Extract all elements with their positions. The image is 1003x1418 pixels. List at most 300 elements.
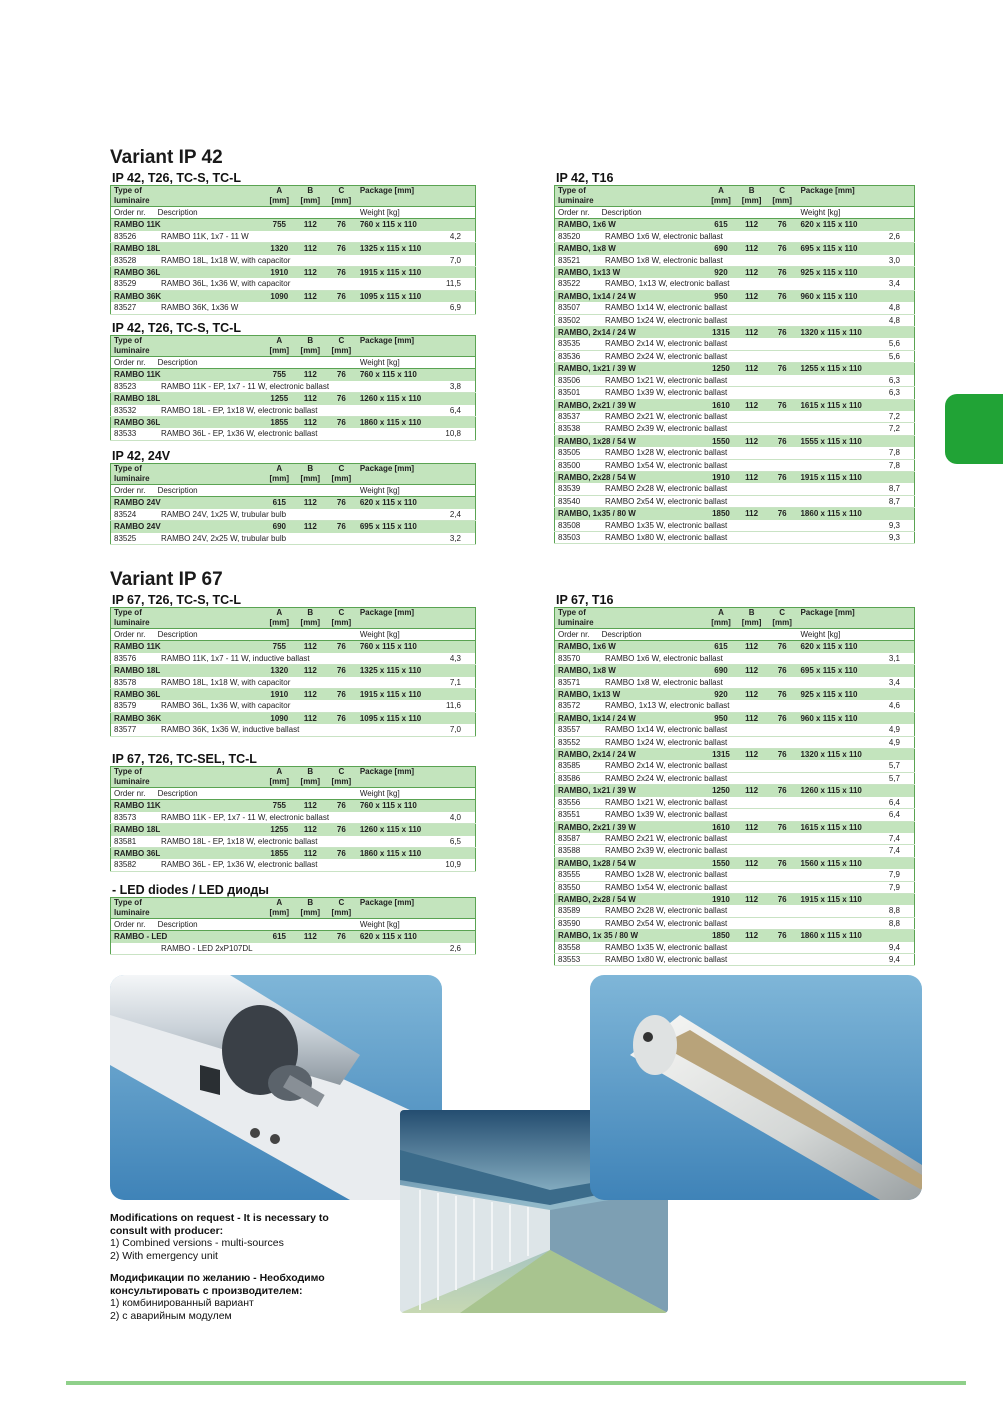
header-unit: [mm] [264, 196, 295, 207]
dim-c: 76 [326, 369, 357, 381]
order-number: 83572 [558, 701, 581, 711]
dim-c: 76 [767, 267, 798, 279]
header-type: luminaire [111, 474, 264, 485]
order-number: 83505 [558, 448, 581, 458]
dim-a: 1550 [706, 435, 737, 447]
item-description: RAMBO 1x80 W, electronic ballast [605, 954, 728, 964]
dim-a: 1320 [264, 665, 295, 677]
item-order-desc [555, 302, 798, 314]
dim-a: 1910 [264, 689, 295, 701]
spec-table-block [110, 593, 476, 737]
header-unit: [mm] [706, 196, 737, 207]
header-empty [357, 777, 476, 788]
header-unit: [mm] [295, 908, 326, 919]
weight-value: 6,4 [797, 809, 914, 821]
header-package: Package [mm] [357, 767, 476, 778]
item-order-desc [111, 302, 357, 314]
header-weight: Weight [kg] [797, 207, 914, 219]
package-size: 1325 x 115 x 110 [357, 665, 476, 677]
item-order-desc [111, 405, 357, 417]
dim-a: 1610 [706, 399, 737, 411]
item-row [111, 428, 476, 440]
item-row [555, 736, 915, 748]
weight-value: 5,7 [797, 772, 914, 784]
item-order-desc [555, 736, 798, 748]
dim-b: 112 [295, 417, 326, 429]
order-number: 83557 [558, 725, 581, 735]
header-package: Package [mm] [357, 898, 476, 909]
dim-b: 112 [736, 689, 767, 701]
item-order-desc [555, 772, 798, 784]
model-row [111, 800, 476, 812]
dim-c: 76 [767, 857, 798, 869]
header-order: Order nr. [114, 486, 146, 495]
spec-table [110, 335, 476, 441]
dim-c: 76 [767, 665, 798, 677]
weight-value: 2,6 [797, 231, 914, 243]
package-size: 1320 x 115 x 110 [797, 749, 914, 761]
spec-table-block [110, 883, 476, 955]
header-unit: [mm] [264, 777, 295, 788]
package-size: 1255 x 115 x 110 [797, 363, 914, 375]
order-number: 83571 [558, 677, 581, 687]
model-row [555, 857, 915, 869]
order-number: 83507 [558, 303, 581, 313]
header-weight: Weight [kg] [357, 629, 476, 641]
item-order-desc [555, 869, 798, 881]
item-order-desc [555, 531, 798, 543]
model-name: RAMBO, 2x21 / 39 W [555, 399, 706, 411]
item-order-desc [111, 724, 357, 736]
item-description: RAMBO 36L - EP, 1x36 W, electronic ballast [161, 429, 318, 439]
notes-en-item: 2) With emergency unit [110, 1249, 218, 1262]
dim-a: 615 [706, 219, 737, 231]
item-description: RAMBO 1x6 W, electronic ballast [605, 231, 723, 241]
model-row [111, 689, 476, 701]
header-empty [357, 908, 476, 919]
package-size: 1260 x 115 x 110 [797, 785, 914, 797]
header-type: Type of [111, 186, 264, 197]
dim-c: 76 [767, 363, 798, 375]
item-order-desc [555, 809, 798, 821]
section-tab [945, 394, 1003, 464]
header-b: B [295, 898, 326, 909]
model-row [555, 290, 915, 302]
model-name: RAMBO 11K [111, 800, 264, 812]
item-row [555, 459, 915, 471]
item-description: RAMBO 2x21 W, electronic ballast [605, 411, 728, 421]
model-name: RAMBO, 2x28 / 54 W [555, 893, 706, 905]
item-description: RAMBO, 1x13 W, electronic ballast [605, 279, 730, 289]
header-unit: [mm] [264, 618, 295, 629]
order-number: 83550 [558, 882, 581, 892]
item-order-desc [111, 812, 357, 824]
table-title: IP 42, T16 [556, 171, 614, 185]
dim-a: 1255 [264, 824, 295, 836]
item-order-desc [555, 375, 798, 387]
model-row [111, 931, 476, 943]
dim-c: 76 [767, 893, 798, 905]
spec-table [110, 185, 476, 315]
weight-value: 7,1 [357, 677, 476, 689]
header-weight: Weight [kg] [357, 357, 476, 369]
item-description: RAMBO 1x8 W, electronic ballast [605, 677, 723, 687]
item-row [555, 531, 915, 543]
item-row [555, 917, 915, 929]
dim-a: 755 [264, 800, 295, 812]
weight-value: 6,4 [357, 405, 476, 417]
order-number: 83581 [114, 836, 137, 846]
dim-b: 112 [736, 267, 767, 279]
item-order-desc [555, 833, 798, 845]
order-number: 83521 [558, 255, 581, 265]
header-package: Package [mm] [357, 186, 476, 197]
dim-b: 112 [295, 521, 326, 533]
item-row [111, 677, 476, 689]
model-name: RAMBO 24V [111, 497, 264, 509]
dim-a: 920 [706, 267, 737, 279]
weight-value: 8,8 [797, 917, 914, 929]
weight-value: 4,9 [797, 736, 914, 748]
item-order-desc [111, 509, 357, 521]
dim-b: 112 [736, 749, 767, 761]
order-number: 83555 [558, 870, 581, 880]
dim-b: 112 [295, 497, 326, 509]
weight-value: 4,6 [797, 700, 914, 712]
item-row [555, 760, 915, 772]
header-type: Type of [111, 608, 264, 619]
item-order-desc [111, 278, 357, 290]
dim-c: 76 [326, 497, 357, 509]
item-order-desc [111, 381, 357, 393]
model-name: RAMBO, 1x 35 / 80 W [555, 930, 706, 942]
header-order: Order nr. [114, 920, 146, 929]
header-package: Package [mm] [797, 608, 914, 619]
order-number: 83520 [558, 231, 581, 241]
header-package: Package [mm] [797, 186, 914, 197]
weight-value: 3,4 [797, 677, 914, 689]
dim-b: 112 [295, 393, 326, 405]
dim-a: 920 [706, 689, 737, 701]
item-row [555, 387, 915, 399]
order-number: 83537 [558, 411, 581, 421]
dim-a: 615 [706, 641, 737, 653]
notes-ru-item: 2) с аварийным модулем [110, 1309, 232, 1322]
item-description: RAMBO 1x24 W, electronic ballast [605, 737, 728, 747]
dim-b: 112 [295, 931, 326, 943]
model-name: RAMBO, 2x21 / 39 W [555, 821, 706, 833]
table-title: - LED diodes / LED диоды [112, 883, 269, 897]
spec-table [110, 766, 476, 872]
dim-c: 76 [326, 689, 357, 701]
item-row [555, 423, 915, 435]
item-row [555, 869, 915, 881]
dim-c: 76 [767, 435, 798, 447]
variant-ip67-title: Variant IP 67 [110, 569, 223, 590]
header-unit: [mm] [326, 777, 357, 788]
spec-table-block [110, 449, 476, 545]
item-row [555, 905, 915, 917]
weight-value: 3,8 [357, 381, 476, 393]
item-row [555, 255, 915, 267]
model-name: RAMBO, 1x8 W [555, 243, 706, 255]
weight-value: 11,6 [357, 700, 476, 712]
header-description: Description [157, 486, 198, 495]
dim-a: 615 [264, 497, 295, 509]
model-name: RAMBO 36K [111, 290, 264, 302]
header-empty [357, 196, 476, 207]
item-row [555, 350, 915, 362]
header-unit: [mm] [326, 196, 357, 207]
dim-c: 76 [326, 824, 357, 836]
dim-a: 1320 [264, 243, 295, 255]
order-number: 83573 [114, 812, 137, 822]
package-size: 760 x 115 x 110 [357, 800, 476, 812]
dim-b: 112 [295, 369, 326, 381]
item-row [111, 302, 476, 314]
model-row [555, 219, 915, 231]
header-c: C [767, 186, 798, 197]
header-order: Order nr. [114, 630, 146, 639]
header-unit: [mm] [326, 346, 357, 357]
header-package: Package [mm] [357, 464, 476, 475]
item-row [111, 724, 476, 736]
item-order-desc [555, 845, 798, 857]
dim-a: 1250 [706, 363, 737, 375]
item-description: RAMBO 18L - EP, 1x18 W, electronic ballast [161, 836, 318, 846]
item-description: RAMBO 2x28 W, electronic ballast [605, 484, 728, 494]
item-order-desc [555, 314, 798, 326]
weight-value: 4,8 [797, 302, 914, 314]
spec-table-block [554, 593, 915, 966]
weight-value: 8,7 [797, 495, 914, 507]
package-size: 960 x 115 x 110 [797, 712, 914, 724]
order-number: 83585 [558, 761, 581, 771]
item-row [555, 953, 915, 965]
spec-table-block [110, 321, 476, 441]
table-title: IP 42, T26, TC-S, TC-L [112, 171, 241, 185]
model-row [555, 785, 915, 797]
header-type: Type of [111, 898, 264, 909]
header-c: C [326, 898, 357, 909]
item-row [111, 943, 476, 955]
model-name: RAMBO, 2x28 / 54 W [555, 471, 706, 483]
spec-table [554, 607, 915, 966]
dim-c: 76 [326, 219, 357, 231]
header-b: B [295, 464, 326, 475]
model-row [555, 471, 915, 483]
model-name: RAMBO 24V [111, 521, 264, 533]
header-unit: [mm] [736, 618, 767, 629]
header-description: Description [157, 630, 198, 639]
item-row [555, 677, 915, 689]
dim-c: 76 [767, 749, 798, 761]
item-row [555, 302, 915, 314]
dim-c: 76 [326, 521, 357, 533]
item-order-desc [555, 724, 798, 736]
dim-b: 112 [295, 800, 326, 812]
dim-b: 112 [295, 219, 326, 231]
model-name: RAMBO, 1x13 W [555, 689, 706, 701]
header-type: Type of [555, 186, 706, 197]
item-row [555, 520, 915, 532]
dim-b: 112 [736, 712, 767, 724]
weight-value: 8,8 [797, 905, 914, 917]
weight-value: 6,9 [357, 302, 476, 314]
item-order-desc [555, 520, 798, 532]
order-number: 83556 [558, 797, 581, 807]
header-unit: [mm] [264, 346, 295, 357]
spec-table [554, 185, 915, 544]
model-name: RAMBO, 1x21 / 39 W [555, 785, 706, 797]
model-name: RAMBO 36L [111, 689, 264, 701]
header-c: C [326, 464, 357, 475]
weight-value: 3,4 [797, 278, 914, 290]
dim-b: 112 [736, 327, 767, 339]
header-unit: [mm] [295, 474, 326, 485]
model-name: RAMBO 18L [111, 824, 264, 836]
dim-c: 76 [767, 712, 798, 724]
model-name: RAMBO, 1x14 / 24 W [555, 290, 706, 302]
model-name: RAMBO, 1x35 / 80 W [555, 508, 706, 520]
item-description: RAMBO 1x35 W, electronic ballast [605, 942, 728, 952]
item-order-desc [111, 677, 357, 689]
header-type: luminaire [111, 908, 264, 919]
table-title: IP 67, T26, TC-SEL, TC-L [112, 752, 257, 766]
header-unit: [mm] [326, 618, 357, 629]
order-number: 83526 [114, 231, 137, 241]
model-row [555, 363, 915, 375]
dim-b: 112 [736, 857, 767, 869]
dim-c: 76 [326, 712, 357, 724]
item-order-desc [555, 387, 798, 399]
item-row [555, 495, 915, 507]
header-description: Description [601, 208, 642, 217]
order-number: 83551 [558, 810, 581, 820]
order-number: 83525 [114, 533, 137, 543]
table-title: IP 67, T16 [556, 593, 614, 607]
item-order-desc [555, 423, 798, 435]
dim-a: 615 [264, 931, 295, 943]
order-number: 83539 [558, 484, 581, 494]
dim-c: 76 [326, 267, 357, 279]
order-number: 83523 [114, 381, 137, 391]
package-size: 1095 x 115 x 110 [357, 712, 476, 724]
item-description: RAMBO 1x14 W, electronic ballast [605, 303, 728, 313]
dim-c: 76 [767, 327, 798, 339]
package-size: 1615 x 115 x 110 [797, 821, 914, 833]
table-title: IP 42, 24V [112, 449, 171, 463]
package-size: 1260 x 115 x 110 [357, 393, 476, 405]
dim-b: 112 [736, 665, 767, 677]
header-type: Type of [111, 767, 264, 778]
order-number: 83529 [114, 279, 137, 289]
package-size: 620 x 115 x 110 [797, 219, 914, 231]
dim-b: 112 [736, 641, 767, 653]
item-description: RAMBO 1x54 W, electronic ballast [605, 882, 728, 892]
modification-notes [110, 1212, 360, 1332]
item-description: RAMBO 1x21 W, electronic ballast [605, 375, 728, 385]
item-description: RAMBO 1x80 W, electronic ballast [605, 532, 728, 542]
weight-value: 7,2 [797, 423, 914, 435]
order-number: 83535 [558, 339, 581, 349]
dim-a: 690 [264, 521, 295, 533]
item-order-desc [555, 459, 798, 471]
package-size: 1915 x 115 x 110 [797, 893, 914, 905]
header-description: Description [157, 358, 198, 367]
header-b: B [295, 767, 326, 778]
dim-c: 76 [767, 290, 798, 302]
order-number: 83586 [558, 773, 581, 783]
spec-table [110, 897, 476, 955]
dim-b: 112 [736, 435, 767, 447]
header-a: A [264, 767, 295, 778]
order-number: 83533 [114, 429, 137, 439]
package-size: 620 x 115 x 110 [357, 931, 476, 943]
weight-value: 6,3 [797, 387, 914, 399]
header-empty [357, 346, 476, 357]
dim-c: 76 [326, 417, 357, 429]
package-size: 1095 x 115 x 110 [357, 290, 476, 302]
model-name: RAMBO, 1x14 / 24 W [555, 712, 706, 724]
dim-a: 1255 [264, 393, 295, 405]
model-name: RAMBO 36L [111, 848, 264, 860]
weight-value: 7,9 [797, 869, 914, 881]
model-name: RAMBO, 1x28 / 54 W [555, 857, 706, 869]
dim-b: 112 [295, 824, 326, 836]
spec-table [110, 463, 476, 545]
item-row [555, 845, 915, 857]
header-type: luminaire [111, 777, 264, 788]
table-title: IP 67, T26, TC-S, TC-L [112, 593, 241, 607]
header-type: luminaire [555, 618, 706, 629]
order-number: 83588 [558, 846, 581, 856]
notes-en-title: Modifications on request - It is necessary to consult with producer: [110, 1212, 329, 1237]
package-size: 695 x 115 x 110 [797, 243, 914, 255]
dim-a: 755 [264, 369, 295, 381]
package-size: 925 x 115 x 110 [797, 689, 914, 701]
item-description: RAMBO 2x39 W, electronic ballast [605, 424, 728, 434]
notes-ru-item: 1) комбинированный вариант [110, 1297, 254, 1309]
header-a: A [264, 336, 295, 347]
item-description: RAMBO 11K, 1x7 - 11 W [161, 231, 249, 241]
item-description: RAMBO 24V, 1x25 W, trubular bulb [161, 509, 287, 519]
model-row [111, 848, 476, 860]
model-name: RAMBO 11K [111, 219, 264, 231]
dim-a: 690 [706, 665, 737, 677]
weight-value: 6,5 [357, 836, 476, 848]
item-order-desc [555, 905, 798, 917]
header-unit: [mm] [295, 196, 326, 207]
item-description: RAMBO - LED 2xP107DL [161, 943, 253, 953]
dim-a: 1315 [706, 327, 737, 339]
item-description: RAMBO 11K, 1x7 - 11 W, inductive ballast [161, 653, 310, 663]
weight-value: 3,1 [797, 653, 914, 665]
item-order-desc [555, 942, 798, 954]
header-unit: [mm] [706, 618, 737, 629]
luminaire-endcap-photo [110, 975, 442, 1200]
weight-value: 9,4 [797, 953, 914, 965]
header-type: Type of [111, 464, 264, 475]
item-row [555, 833, 915, 845]
item-row [111, 231, 476, 243]
package-size: 1555 x 115 x 110 [797, 435, 914, 447]
header-a: A [264, 464, 295, 475]
weight-value: 7,0 [357, 255, 476, 267]
package-size: 1860 x 115 x 110 [357, 417, 476, 429]
item-description: RAMBO 18L, 1x18 W, with capacitor [161, 677, 291, 687]
header-order: Order nr. [558, 208, 590, 217]
